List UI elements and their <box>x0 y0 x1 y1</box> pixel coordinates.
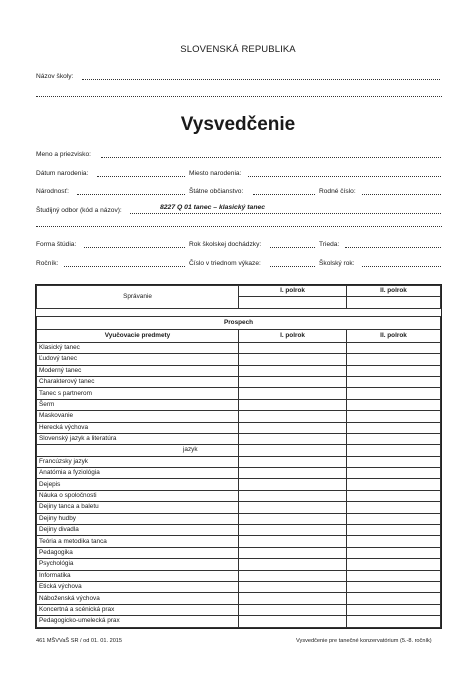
grade-sem1-cell[interactable] <box>239 342 347 353</box>
study-field-field[interactable] <box>130 213 441 214</box>
grade-sem1-cell[interactable] <box>239 399 347 410</box>
subject-name: Koncertná a scénická prax <box>37 604 239 615</box>
study-field-label: Študijný odbor (kód a názov): <box>36 207 122 214</box>
grade-sem2-cell[interactable] <box>347 559 441 570</box>
subject-name: Pedagogicko-umelecká prax <box>37 616 239 627</box>
grade-sem2-cell[interactable] <box>347 456 441 467</box>
grade-sem2-cell[interactable] <box>347 354 441 365</box>
subject-name: Náuka o spoločnosti <box>37 490 239 501</box>
grade-sem2-cell[interactable] <box>347 411 441 422</box>
table-row <box>37 376 441 387</box>
table-row <box>37 593 441 604</box>
table-row <box>37 547 441 558</box>
grade-sem2-cell[interactable] <box>347 616 441 627</box>
grade-sem1-cell[interactable] <box>239 411 347 422</box>
grade-sem1-cell[interactable] <box>239 513 347 524</box>
birth-place-label: Miesto narodenia: <box>189 170 242 177</box>
grade-label: Ročník: <box>36 260 59 267</box>
subject-name: Dejiny hudby <box>37 513 239 524</box>
table-row <box>37 513 441 524</box>
subject-name: Tanec s partnerom <box>37 388 239 399</box>
table-row <box>37 604 441 615</box>
conduct-sem2-cell[interactable] <box>347 297 441 308</box>
conduct-label: Správanie <box>37 286 239 309</box>
grade-sem2-cell[interactable] <box>347 570 441 581</box>
grade-sem1-cell[interactable] <box>239 365 347 376</box>
grade-sem1-cell[interactable] <box>239 490 347 501</box>
table-row <box>37 559 441 570</box>
grade-sem2-cell[interactable] <box>347 376 441 387</box>
grade-sem1-cell[interactable] <box>239 593 347 604</box>
grade-sem2-cell[interactable] <box>347 365 441 376</box>
class-field[interactable] <box>345 247 441 248</box>
subject-name: Charakterový tanec <box>37 376 239 387</box>
grade-sem2-cell[interactable] <box>347 513 441 524</box>
school-name-field[interactable] <box>82 79 440 80</box>
subject-name: Šerm <box>37 399 239 410</box>
subjects-header: Vyučovacie predmety <box>37 329 239 342</box>
citizenship-field[interactable] <box>253 194 315 195</box>
subject-name: Psychológia <box>37 559 239 570</box>
grade-sem2-cell[interactable] <box>347 388 441 399</box>
subject-name: Teória a metodika tanca <box>37 536 239 547</box>
document-title: Vysvedčenie <box>180 114 296 135</box>
subject-name: Dejiny tanca a baletu <box>37 502 239 513</box>
grade-sem2-cell[interactable] <box>347 547 441 558</box>
subject-name: Herecká výchova <box>37 422 239 433</box>
grade-sem1-cell[interactable] <box>239 388 347 399</box>
grade-sem2-cell[interactable] <box>347 342 441 353</box>
register-number-field[interactable] <box>270 266 315 267</box>
grade-sem2-cell[interactable] <box>347 502 441 513</box>
grade-sem2-cell[interactable] <box>347 581 441 592</box>
form-description: Vysvedčenie pre tanečné konzervatórium (5.-8. ročník) <box>296 638 432 644</box>
subject-name: Pedagogika <box>37 547 239 558</box>
grade-sem1-cell[interactable] <box>239 468 347 479</box>
table-row <box>37 502 441 513</box>
grade-sem1-cell[interactable] <box>239 604 347 615</box>
country-heading: SLOVENSKÁ REPUBLIKA <box>180 44 296 55</box>
grade-sem1-cell[interactable] <box>239 536 347 547</box>
grade-sem1-cell[interactable] <box>239 616 347 627</box>
grade-sem1-cell[interactable] <box>239 547 347 558</box>
table-row <box>37 525 441 536</box>
grade-sem2-cell[interactable] <box>347 468 441 479</box>
subject-name: Moderný tanec <box>37 365 239 376</box>
name-label: Meno a priezvisko: <box>36 151 91 158</box>
birth-number-field[interactable] <box>362 194 441 195</box>
subject-name: Francúzsky jazyk <box>37 456 239 467</box>
attendance-year-field[interactable] <box>270 247 315 248</box>
study-field-line2[interactable] <box>36 226 442 227</box>
subject-name: Dejepis <box>37 479 239 490</box>
prospech-header: Prospech <box>37 316 441 329</box>
subject-name: Slovenský jazyk a literatúra <box>37 433 239 444</box>
table-row <box>37 354 441 365</box>
attendance-year-label: Rok školskej dochádzky: <box>189 241 262 248</box>
subject-name: Informatika <box>37 570 239 581</box>
grade-sem1-cell[interactable] <box>239 422 347 433</box>
grade-sem1-cell[interactable] <box>239 445 347 456</box>
grade-sem1-cell[interactable] <box>239 354 347 365</box>
table-row <box>37 570 441 581</box>
subject-name: Ľudový tanec <box>37 354 239 365</box>
table-row <box>37 490 441 501</box>
school-name-field-line2[interactable] <box>36 96 442 97</box>
subject-name: Maskovanie <box>37 411 239 422</box>
grade-sem2-cell[interactable] <box>347 525 441 536</box>
grade-sem2-cell[interactable] <box>347 433 441 444</box>
grade-sem1-cell[interactable] <box>239 525 347 536</box>
table-row <box>37 456 441 467</box>
school-year-label: Školský rok: <box>319 260 355 267</box>
subject-name: Dejiny divadla <box>37 525 239 536</box>
citizenship-label: Štátne občianstvo: <box>189 188 244 195</box>
grades-sem1-header: I. polrok <box>239 329 347 342</box>
grade-sem1-cell[interactable] <box>239 479 347 490</box>
grade-field[interactable] <box>64 266 185 267</box>
grade-sem2-cell[interactable] <box>347 422 441 433</box>
grades-table <box>35 284 442 629</box>
study-field-value: 8227 Q 01 tanec – klasický tanec <box>160 204 266 211</box>
subject-name: jazyk <box>183 446 198 454</box>
grade-sem2-cell[interactable] <box>347 479 441 490</box>
grade-sem2-cell[interactable] <box>347 445 441 456</box>
birth-number-label: Rodné číslo: <box>319 188 356 195</box>
table-row <box>37 433 441 444</box>
table-row <box>37 581 441 592</box>
table-row <box>37 422 441 433</box>
grade-sem2-cell[interactable] <box>347 490 441 501</box>
table-spacer <box>37 308 441 316</box>
foreign-language-name-cell[interactable] <box>37 445 239 456</box>
grade-sem1-cell[interactable] <box>239 570 347 581</box>
grade-sem1-cell[interactable] <box>239 376 347 387</box>
birth-place-field[interactable] <box>248 176 441 177</box>
grade-sem1-cell[interactable] <box>239 559 347 570</box>
name-field[interactable] <box>101 157 441 158</box>
table-row <box>37 399 441 410</box>
table-row <box>37 468 441 479</box>
table-row <box>37 342 441 353</box>
subject-name: Náboženská výchova <box>37 593 239 604</box>
grade-sem2-cell[interactable] <box>347 399 441 410</box>
grade-sem1-cell[interactable] <box>239 456 347 467</box>
register-number-label: Číslo v triednom výkaze: <box>189 260 261 267</box>
form-code: 461 MŠVVaŠ SR / od 01. 01. 2015 <box>36 638 123 644</box>
grade-sem2-cell[interactable] <box>347 536 441 547</box>
table-row <box>37 616 441 627</box>
grade-sem1-cell[interactable] <box>239 433 347 444</box>
school-year-field[interactable] <box>362 266 441 267</box>
conduct-sem1-header: I. polrok <box>239 286 347 297</box>
school-name-label: Názov školy: <box>36 73 74 80</box>
grade-sem1-cell[interactable] <box>239 502 347 513</box>
study-form-field[interactable] <box>84 247 185 248</box>
table-row <box>37 411 441 422</box>
nationality-field[interactable] <box>77 194 185 195</box>
subject-name: Klasický tanec <box>37 342 239 353</box>
conduct-sem2-header: II. polrok <box>347 286 441 297</box>
class-label: Trieda: <box>319 241 340 248</box>
subject-name: Etická výchova <box>37 581 239 592</box>
table-row <box>37 388 441 399</box>
table-row <box>37 365 441 376</box>
table-row <box>37 479 441 490</box>
table-row <box>37 536 441 547</box>
table-row <box>37 445 441 456</box>
nationality-label: Národnosť: <box>36 188 69 195</box>
grade-sem1-cell[interactable] <box>239 581 347 592</box>
birth-date-field[interactable] <box>97 176 185 177</box>
birth-date-label: Dátum narodenia: <box>36 170 89 177</box>
study-form-label: Forma štúdia: <box>36 241 77 248</box>
subject-name: Anatómia a fyziológia <box>37 468 239 479</box>
grades-sem2-header: II. polrok <box>347 329 441 342</box>
grade-sem2-cell[interactable] <box>347 604 441 615</box>
conduct-sem1-cell[interactable] <box>239 297 347 308</box>
grade-sem2-cell[interactable] <box>347 593 441 604</box>
